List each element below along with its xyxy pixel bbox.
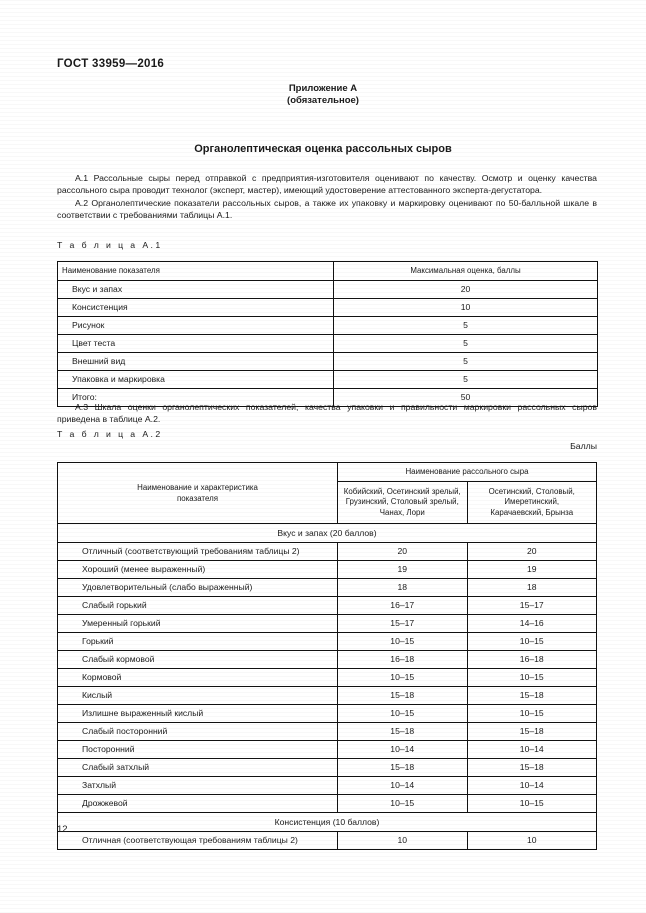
cell-indicator: Цвет теста [58,335,334,353]
group1-line-3: Чанах, Лори [379,507,425,517]
cell-group2: 15–18 [467,759,597,777]
cell-group2: 15–18 [467,687,597,705]
cell-group1: 20 [338,543,468,561]
cell-indicator: Итого: [58,389,334,407]
group1-line-2: Грузинский, Столовый зрелый, [345,497,459,507]
table-row [58,795,597,813]
cell-indicator: Слабый затхлый [58,759,338,777]
paragraph-a1: А.1 Рассольные сыры перед отправкой с предприятия-изготовителя оценивают по качеству. Осмотр и оценку качества рассольного сыра проводит технолог (эксперт, мастер), имеющий удостоверение аттестованного эксперта-дегустатора. [57,173,597,196]
cell-group2: 15–18 [467,723,597,741]
cell-group2: 10–15 [467,669,597,687]
cell-indicator: Слабый кормовой [58,651,338,669]
group1-line-1: Кобийский, Осетинский зрелый, [343,486,461,496]
cell-group1: 10–14 [338,741,468,759]
table-a2-header-row-1 [58,463,597,482]
table-a2 [57,462,597,850]
table-row [58,705,597,723]
cell-group1: 18 [338,579,468,597]
cell-indicator: Отличный (соответствующий требованиям таблицы 2) [58,543,338,561]
cell-indicator: Удовлетворительный (слабо выраженный) [58,579,338,597]
table-a2-col-header-indicator [58,463,338,524]
table-row [58,687,597,705]
annex-caption [0,83,646,107]
cell-score: 5 [334,353,598,371]
table-row [58,579,597,597]
table-a1-caption: Т а б л и ц а А.1 [57,240,163,250]
cell-indicator: Рисунок [58,317,334,335]
cell-score: 5 [334,317,598,335]
cell-group1: 19 [338,561,468,579]
page-title: Органолептическая оценка рассольных сыров [194,143,452,155]
cell-indicator: Дрожжевой [58,795,338,813]
table-row [58,335,598,353]
table-a2-container [57,462,597,850]
cell-group2: 19 [467,561,597,579]
table-row [58,651,597,669]
cell-indicator: Отличная (соответствующая требованиям таблицы 2) [58,832,338,850]
table-a1-head [58,262,598,281]
paragraph-a2: А.2 Органолептические показатели рассольных сыров, а также их упаковку и маркировку оценивают по 50-балльной шкале в соответствии с требованиями таблицы А.1. [57,197,597,221]
cell-group2: 10–15 [467,705,597,723]
cell-indicator: Затхлый [58,777,338,795]
table-a2-col-header-group2 [467,482,597,524]
cell-indicator: Слабый посторонний [58,723,338,741]
cell-group2: 16–18 [467,651,597,669]
cell-group1: 16–17 [338,597,468,615]
group2-line-2: Имеретинский, [504,497,560,507]
cell-group1: 10–15 [338,669,468,687]
section-title: Консистенция (10 баллов) [58,813,597,832]
table-a2-units: Баллы [570,441,597,451]
table-row [58,633,597,651]
section-header-row [58,524,597,543]
table-a1-container [57,261,598,407]
cell-indicator: Излишне выраженный кислый [58,705,338,723]
group2-line-3: Карачаевский, Брынза [490,507,574,517]
cell-score: 50 [334,389,598,407]
cell-indicator: Кормовой [58,669,338,687]
cell-indicator: Консистенция [58,299,334,317]
cell-group1: 15–18 [338,723,468,741]
header-line-2: показателя [177,494,218,503]
cell-group1: 15–18 [338,687,468,705]
group2-line-1: Осетинский, Столовый, [488,486,575,496]
table-a2-caption: Т а б л и ц а А.2 [57,429,163,439]
body-text-a3 [57,401,597,426]
body-text [57,172,597,222]
cell-group2: 10–15 [467,795,597,813]
cell-score: 5 [334,371,598,389]
page-number: 12 [57,824,68,835]
table-row [58,777,597,795]
table-row [58,615,597,633]
table-a1 [57,261,598,407]
section-header-row [58,813,597,832]
table-a2-body [58,524,597,850]
table-a2-col-header-group1 [338,482,468,524]
table-a2-head [58,463,597,524]
table-row [58,597,597,615]
cell-group2: 14–16 [467,615,597,633]
running-head: ГОСТ 33959—2016 [57,58,165,70]
annex-label: Приложение А [288,83,358,94]
cell-score: 10 [334,299,598,317]
table-a1-header-row [58,262,598,281]
table-row [58,299,598,317]
cell-indicator: Хороший (менее выраженный) [58,561,338,579]
cell-indicator: Горький [58,633,338,651]
table-row [58,543,597,561]
cell-indicator: Внешний вид [58,353,334,371]
table-row [58,832,597,850]
cell-score: 20 [334,281,598,299]
header-line-1: Наименование и характеристика [137,483,258,492]
table-row [58,561,597,579]
table-row [58,741,597,759]
cell-group1: 15–17 [338,615,468,633]
cell-group2: 10–14 [467,741,597,759]
table-row [58,353,598,371]
section-title: Вкус и запах (20 баллов) [58,524,597,543]
cell-group2: 15–17 [467,597,597,615]
cell-score: 5 [334,335,598,353]
cell-indicator: Умеренный горький [58,615,338,633]
table-row [58,669,597,687]
table-a1-col-header-name: Наименование показателя [58,262,334,281]
cell-group2: 10–14 [467,777,597,795]
cell-group2: 18 [467,579,597,597]
cell-group1: 16–18 [338,651,468,669]
paragraph-a3: А.3 Шкала оценки органолептических показателей, качества упаковки и правильности маркировки рассольных сыров приведена в таблице А.2. [57,402,597,425]
table-row [58,723,597,741]
cell-group1: 10 [338,832,468,850]
table-row [58,759,597,777]
table-row [58,281,598,299]
cell-indicator: Вкус и запах [58,281,334,299]
table-a1-body [58,281,598,407]
cell-group1: 10–15 [338,795,468,813]
table-a1-col-header-value: Максимальная оценка, баллы [334,262,598,281]
cell-indicator: Кислый [58,687,338,705]
cell-group1: 15–18 [338,759,468,777]
annex-obligation: (обязательное) [287,95,359,106]
cell-indicator: Слабый горький [58,597,338,615]
cell-group1: 10–14 [338,777,468,795]
cell-indicator: Посторонний [58,741,338,759]
table-row [58,317,598,335]
table-a2-col-header-cheese: Наименование рассольного сыра [338,463,597,482]
cell-group1: 10–15 [338,705,468,723]
cell-group2: 20 [467,543,597,561]
table-row [58,371,598,389]
cell-indicator: Упаковка и маркировка [58,371,334,389]
cell-group1: 10–15 [338,633,468,651]
cell-group2: 10 [467,832,597,850]
cell-group2: 10–15 [467,633,597,651]
